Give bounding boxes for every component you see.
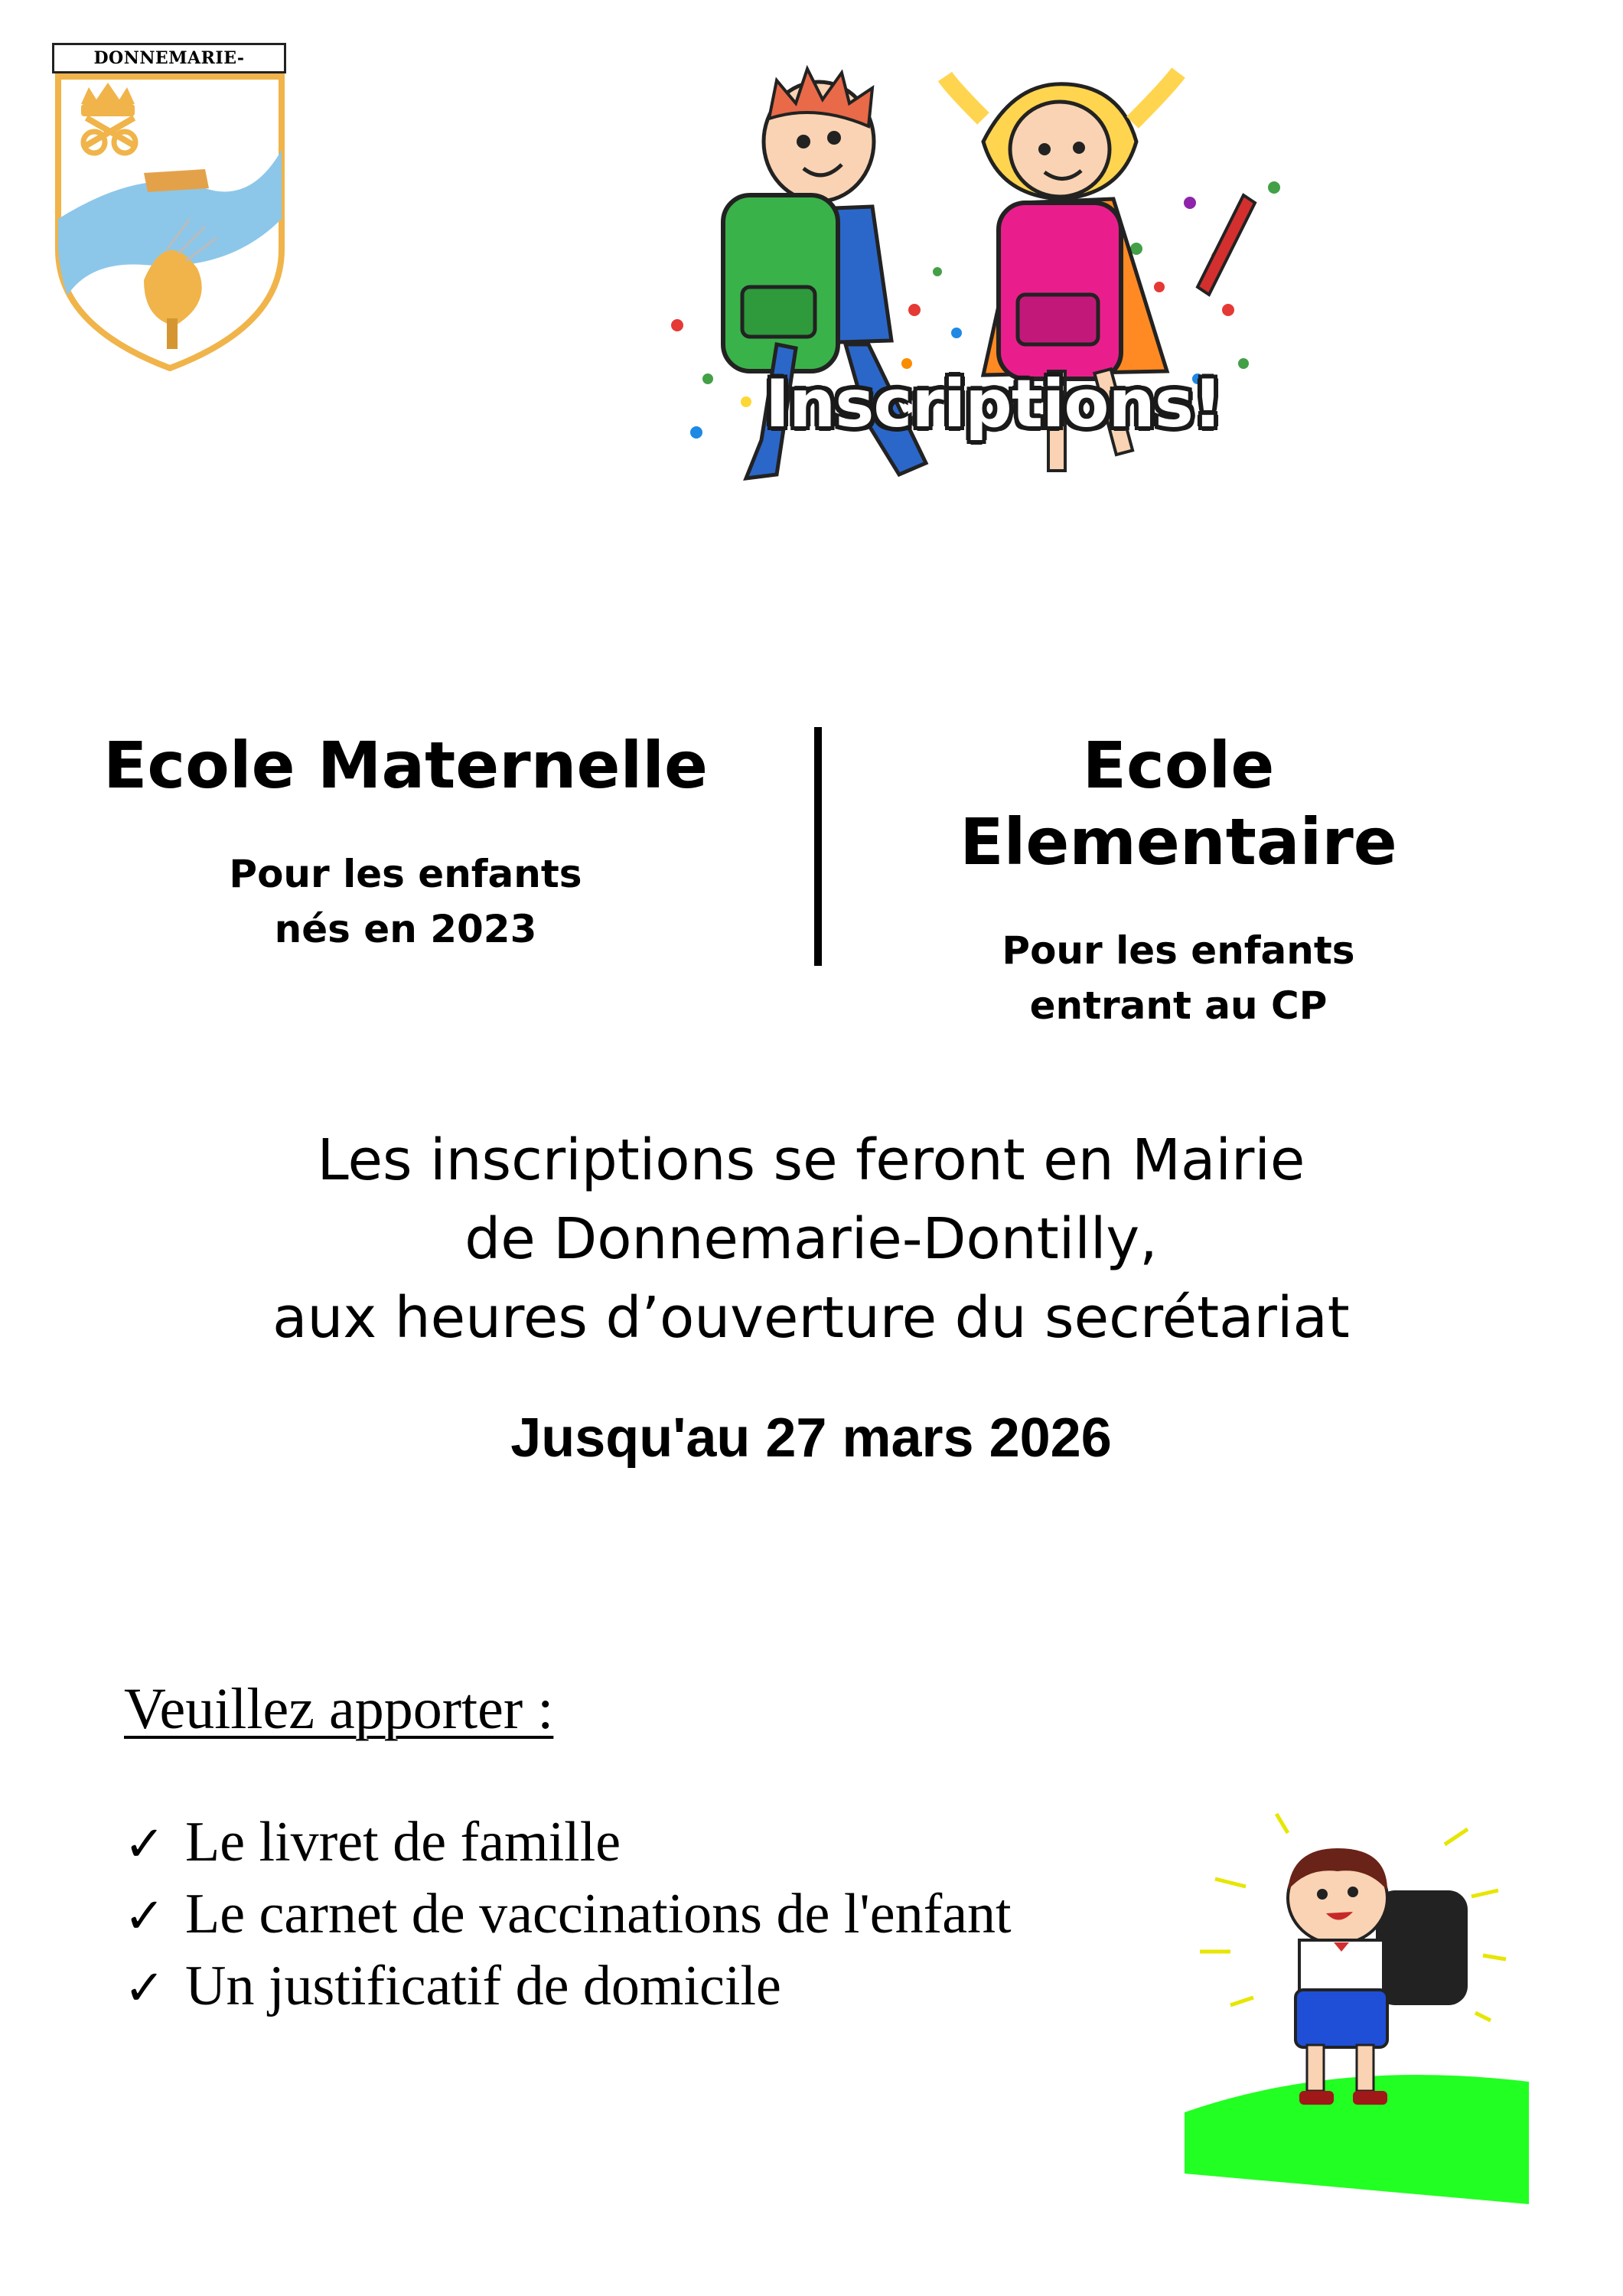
inscriptions-badge: Inscriptions! [765, 366, 1223, 442]
list-item: ✓ Un justificatif de domicile [124, 1952, 1012, 2024]
school-title: Ecole Elementaire [960, 728, 1397, 879]
eligibility-line: Pour les enfants [229, 852, 582, 896]
eligibility-line: entrant au CP [1029, 983, 1328, 1028]
deadline: Jusqu'au 27 mars 2026 [510, 1407, 1112, 1469]
school-elementaire [872, 727, 1484, 1033]
crest-banner: DONNEMARIE- [52, 43, 286, 73]
requirements-list [124, 1808, 1012, 2024]
check-icon: ✓ [124, 1960, 165, 2017]
list-item: ✓ Le carnet de vaccinations de l'enfant [124, 1880, 1012, 1952]
column-divider [814, 727, 822, 966]
schoolboy-illustration [1185, 1806, 1529, 2204]
list-item: ✓ Le livret de famille [124, 1808, 1012, 1880]
school-title: Ecole Maternelle [103, 728, 709, 803]
crest-shield-icon [52, 73, 289, 372]
info-line: aux heures d’ouverture du secrétariat [272, 1285, 1350, 1351]
info-line: Les inscriptions se feront en Mairie [317, 1127, 1305, 1193]
eligibility-line: Pour les enfants [1002, 928, 1355, 973]
check-icon: ✓ [124, 1816, 165, 1873]
school-eligibility [872, 923, 1484, 1033]
school-eligibility [99, 846, 712, 957]
check-icon: ✓ [124, 1888, 165, 1945]
requirements-title: Veuillez apporter : [124, 1677, 554, 1741]
eligibility-line: nés en 2023 [274, 907, 537, 951]
school-maternelle [99, 727, 712, 957]
info-line: de Donnemarie-Dontilly, [464, 1206, 1158, 1272]
town-crest [52, 43, 289, 372]
registration-info [122, 1121, 1500, 1358]
